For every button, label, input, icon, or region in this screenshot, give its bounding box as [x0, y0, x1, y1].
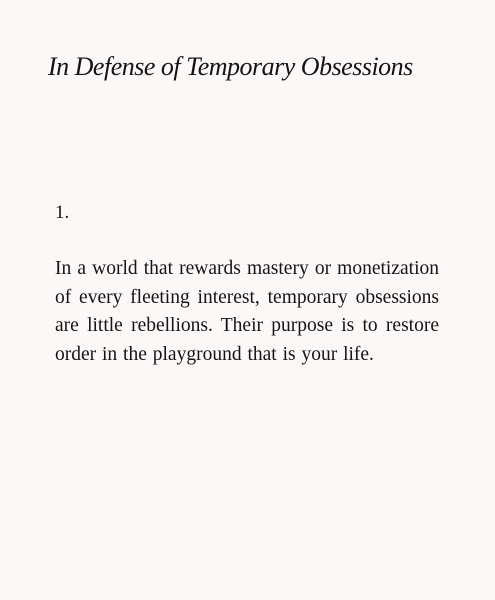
section-number: 1.: [55, 202, 70, 223]
document-title: In Defense of Temporary Obsessions: [48, 52, 413, 81]
body-paragraph: In a world that rewards mastery or monetization of every fleeting interest, temporary obsessions are little rebellions. Their purpose is to restore order in the playground that is your life.: [55, 258, 439, 365]
